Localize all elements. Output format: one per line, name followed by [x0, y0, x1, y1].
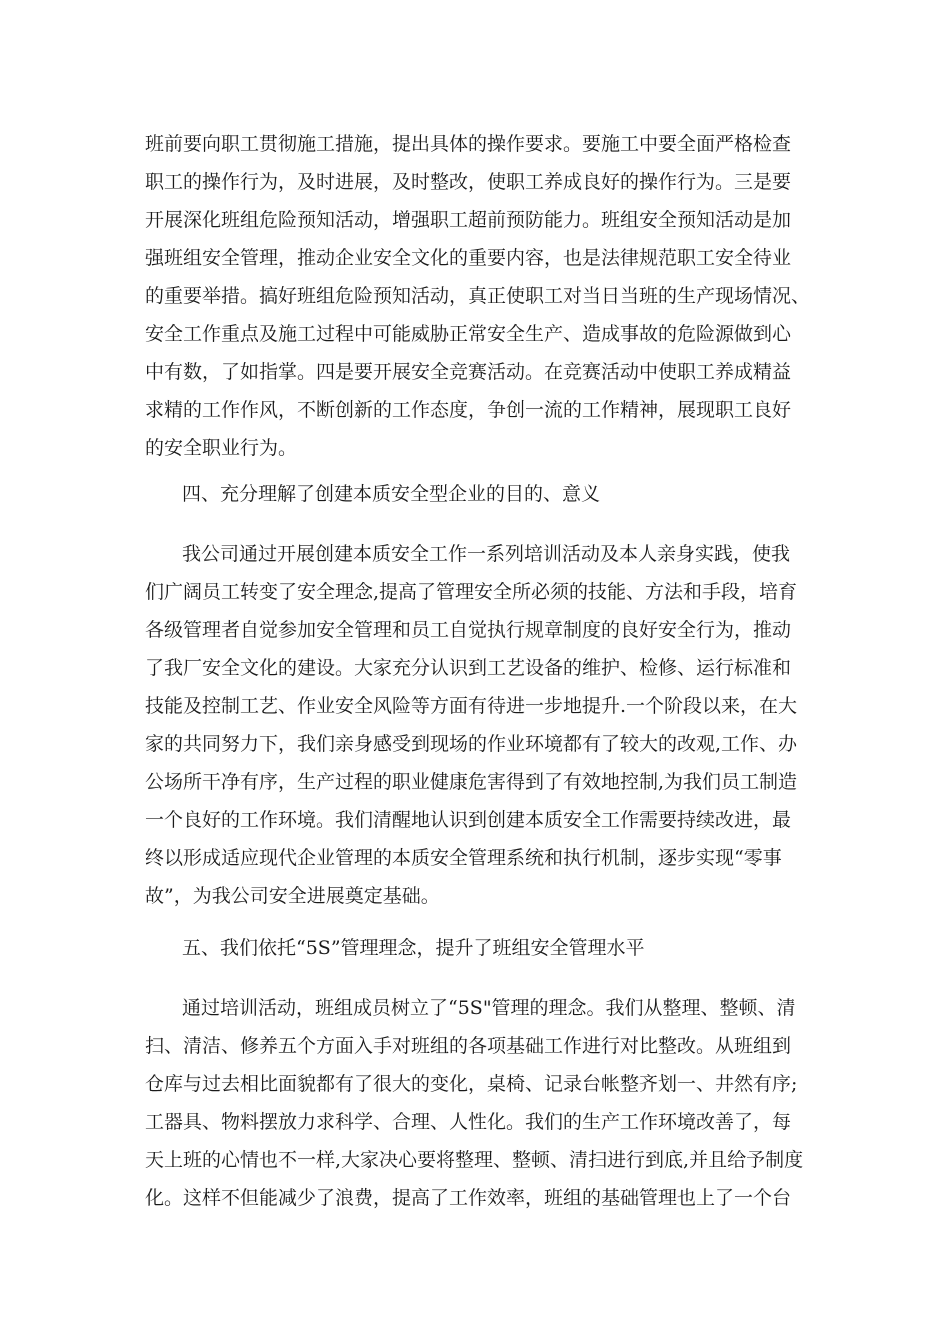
paragraph-line: 故”，为我公司安全进展奠定基础。	[145, 885, 440, 907]
paragraph-line: 通过培训活动，班组成员树立了“5S"管理的理念。我们从整理、整顿、清	[182, 997, 796, 1019]
section-heading-text: 五、我们依托“5S”管理理念，提升了班组安全管理水平	[182, 937, 645, 959]
paragraph-line: 职工的操作行为，及时进展，及时整改，使职工养成良好的操作行为。三是要	[145, 171, 792, 193]
paragraph-line: 天上班的心情也不一样,大家决心要将整理、整顿、清扫进行到底,并且给予制度	[145, 1149, 804, 1171]
paragraph-line: 公场所干净有序，生产过程的职业健康危害得到了有效地控制,为我们员工制造	[145, 771, 798, 793]
paragraph-line: 中有数，了如指掌。四是要开展安全竞赛活动。在竞赛活动中使职工养成精益	[145, 361, 792, 383]
paragraph-line: 强班组安全管理，推动企业安全文化的重要内容，也是法律规范职工安全待业	[145, 247, 792, 269]
paragraph-line: 一个良好的工作环境。我们清醒地认识到创建本质安全工作需要持续改进，最	[145, 809, 792, 831]
paragraph-line: 工器具、物料摆放力求科学、合理、人性化。我们的生产工作环境改善了，每	[145, 1111, 792, 1133]
paragraph-line: 各级管理者自觉参加安全管理和员工自觉执行规章制度的良好安全行为，推动	[145, 619, 792, 641]
paragraph-line: 我公司通过开展创建本质安全工作一系列培训活动及本人亲身实践，使我	[182, 543, 791, 565]
paragraph-line: 终以形成适应现代企业管理的本质安全管理系统和执行机制，逐步实现“零事	[145, 847, 782, 869]
paragraph-line: 化。这样不但能减少了浪费，提高了工作效率，班组的基础管理也上了一个台	[145, 1187, 792, 1209]
paragraph-line: 技能及控制工艺、作业安全风险等方面有待进一步地提升.一个阶段以来，在大	[145, 695, 798, 717]
section-heading-text: 四、充分理解了创建本质安全型企业的目的、意义	[182, 483, 601, 505]
paragraph-line: 安全工作重点及施工过程中可能威胁正常安全生产、造成事故的危险源做到心	[145, 323, 792, 345]
paragraph-line: 班前要向职工贯彻施工措施，提出具体的操作要求。要施工中要全面严格检查	[145, 133, 792, 155]
paragraph-line: 的安全职业行为。	[145, 437, 298, 459]
paragraph-line: 开展深化班组危险预知活动，增强职工超前预防能力。班组安全预知活动是加	[145, 209, 792, 231]
paragraph-line: 家的共同努力下，我们亲身感受到现场的作业环境都有了较大的改观,工作、办	[145, 733, 798, 755]
paragraph-line: 扫、清洁、修养五个方面入手对班组的各项基础工作进行对比整改。从班组到	[145, 1035, 792, 1057]
paragraph-line: 了我厂安全文化的建设。大家充分认识到工艺设备的维护、检修、运行标准和	[145, 657, 792, 679]
paragraph-line: 求精的工作作风，不断创新的工作态度，争创一流的工作精神，展现职工良好	[145, 399, 792, 421]
paragraph-line: 仓库与过去相比面貌都有了很大的变化，桌椅、记录台帐整齐划一、井然有序;	[145, 1073, 798, 1095]
paragraph-line: 们广阔员工转变了安全理念,提高了管理安全所必须的技能、方法和手段，培育	[145, 581, 798, 603]
paragraph-line: 的重要举措。搞好班组危险预知活动，真正使职工对当日当班的生产现场情况、	[145, 285, 811, 307]
